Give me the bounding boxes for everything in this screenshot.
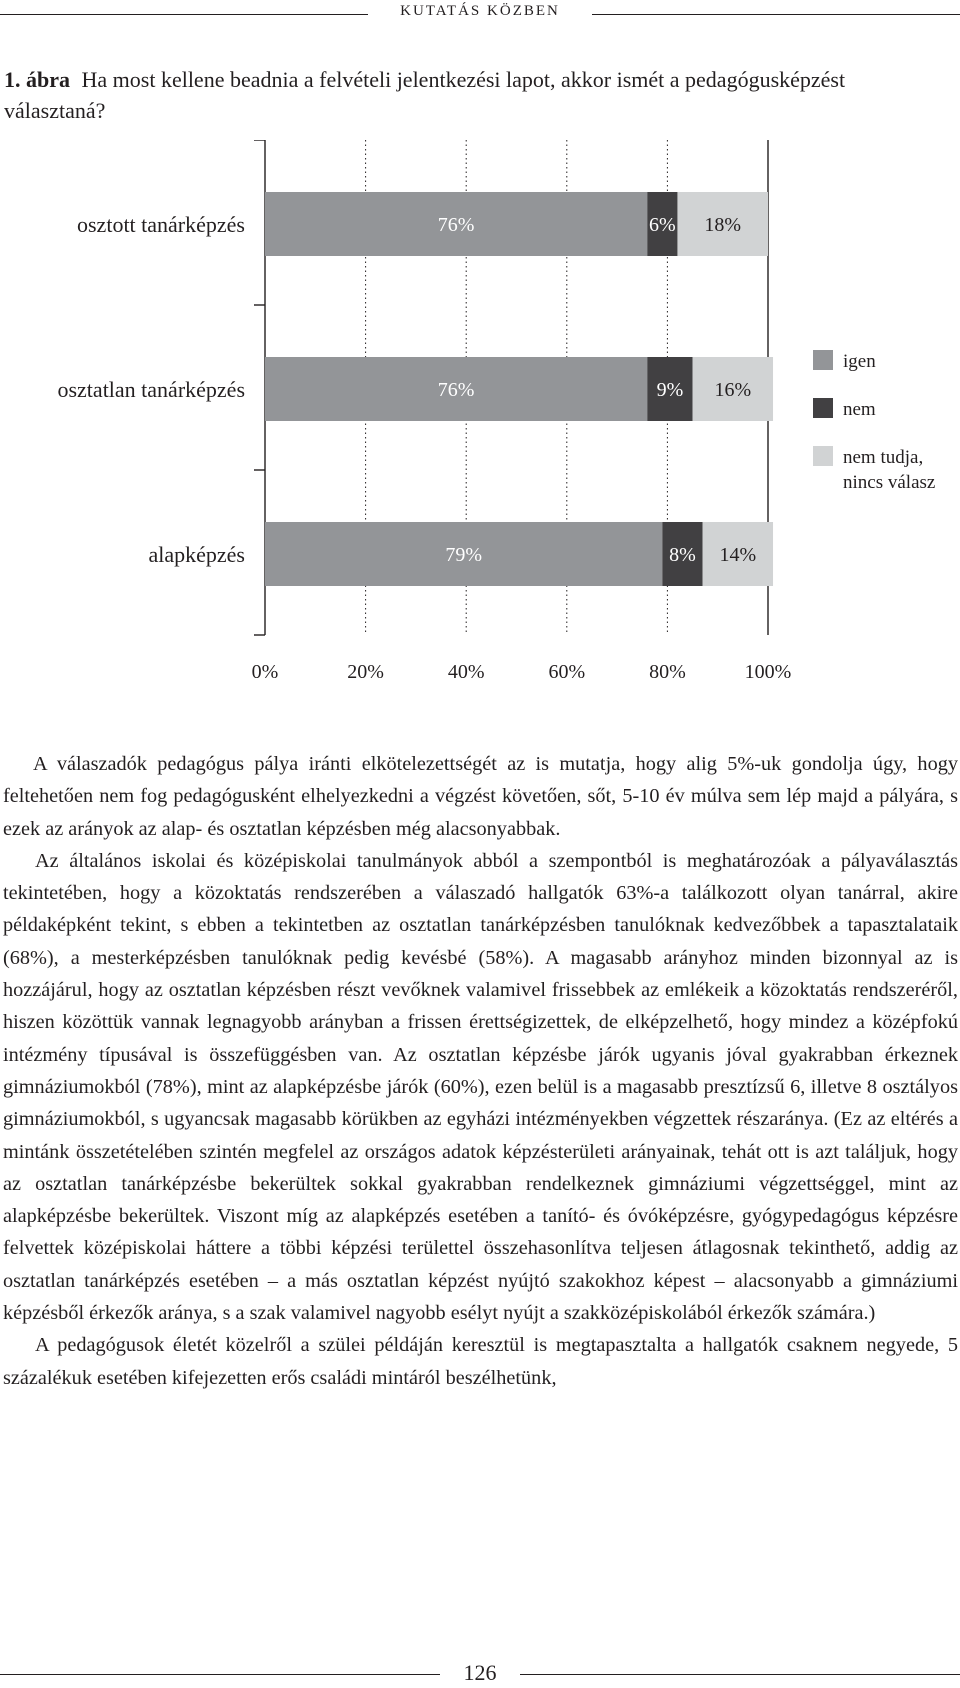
legend-label: igen (843, 351, 876, 372)
paragraph-2: Az általános iskolai és középiskolai tanulmányok abból a szempontból is meghatározóak a pályaválasztás tekintetében, hogy a közoktatás rendszerében a válaszadó hallgatók 63%-a találkozott olyan tanárral, akire példaképként tekint, s ebben a tekintetben az osztatlan tanárképzésben tanulóknak kedvezőbbek a tapasztalataik (68%), a mesterképzésben tanulóknak pedig kevésbé (58%). A magasabb arányhoz minden bizonnyal az is hozzájárul, hogy az osztatlan képzésben részt vevőknek valamivel frissebbek az emlékeik a közoktatás rendszeréről, hiszen közöttük vannak legnagyobb arányban a frissen érettségizettek, de elképzelhető, hogy mindez a középfokú intézmény típusával is összefüggésben van. Az osztatlan képzésbe járók ugyanis jóval gyakrabban érkeznek gimnáziumokból (78%), mint az alapképzésbe járók (60%), ezen belül is a magasabb presztízsű 6, illetve 8 osztályos gimnáziumokból, s ugyancsak magasabb körükben az egyházi intézményekben végzettek részaránya. (Ez az eltérés a mintánk összetételében szintén megfelel az országos adatok képzésterületi arányainak, tehát ott is azt találjuk, hogy az osztatlan tanárképzésbe bekerültek sokkal gyakrabban rendelkeznek gimnáziumi végzettséggel, mint az alapképzésbe bekerültek. Viszont míg az alapképzés esetében a tanító- és óvóképzésre, gyógypedagógus képzésre felvettek középiskolai háttere a többi képzési területtel összehasonlítva teljesen átlagosnak tekinthető, addig az osztatlan tanárképzés esetében – a más osztatlan képzést nyújtó szakokhoz képest – alacsonyabb a gimnáziumi képzésből érkezők aránya, s a szak valamivel nagyobb esélyt nyújt a szakközépiskolából érkezők számára.) (3, 849, 958, 1325)
running-header (0, 0, 960, 30)
data-label: 16% (714, 379, 752, 401)
figure-caption-text: Ha most kellene beadnia a felvételi jelentkezési lapot, akkor ismét a pedagógusképzést választaná? (4, 67, 846, 123)
paragraph-1: A válaszadók pedagógus pálya iránti elkötelezettségét az is mutatja, hogy alig 5%-uk gondolja úgy, hogy feltehetően nem fog pedagógusként elhelyezkedni a végzést követően, sőt, 5-10 év múlva sem lép majd a pályára, s ezek az arányok az alap- és osztatlan képzésben még alacsonyabbak. (3, 753, 958, 840)
legend-swatch (813, 350, 833, 370)
data-label: 79% (445, 544, 483, 566)
data-label: 8% (669, 544, 696, 566)
x-tick-label: 20% (347, 661, 384, 683)
page-footer (0, 1660, 960, 1688)
x-tick-label: 0% (251, 661, 279, 683)
footer-rule-right (520, 1674, 960, 1675)
category-label: osztatlan tanárképzés (57, 377, 245, 402)
category-label: alapképzés (148, 542, 245, 567)
header-rule-left (0, 14, 368, 15)
category-label: osztott tanárképzés (77, 212, 245, 237)
data-label: 9% (656, 379, 684, 401)
legend-label: nem tudja, nincs válasz (843, 447, 936, 493)
page-number: 126 (463, 1660, 497, 1685)
x-tick-label: 60% (548, 661, 586, 683)
data-label: 18% (704, 214, 742, 236)
figure-caption (4, 64, 944, 126)
footer-rule-left (0, 1674, 440, 1675)
data-label: 6% (649, 214, 676, 236)
body-text (3, 748, 958, 1394)
x-tick-label: 40% (447, 661, 485, 683)
stacked-bar-chart (0, 140, 960, 700)
x-tick-label: 80% (649, 661, 686, 683)
chart-canvas (0, 140, 960, 700)
data-label: 76% (437, 214, 475, 236)
data-label: 76% (437, 379, 475, 401)
header-rule-right (592, 14, 960, 15)
legend-swatch (813, 446, 833, 466)
x-tick-label: 100% (744, 661, 792, 683)
legend-swatch (813, 398, 833, 418)
legend-label: nem (843, 399, 876, 420)
paragraph-3: A pedagógusok életét közelről a szülei példáján keresztül is megtapasztalta a hallgatók csaknem negyede, 5 százalékuk esetében kifejezetten erős családi mintáról beszélhetünk, (3, 1334, 958, 1389)
data-label: 14% (719, 544, 757, 566)
header-title: KUTATÁS KÖZBEN (400, 3, 560, 19)
figure-label: 1. ábra (4, 67, 70, 92)
